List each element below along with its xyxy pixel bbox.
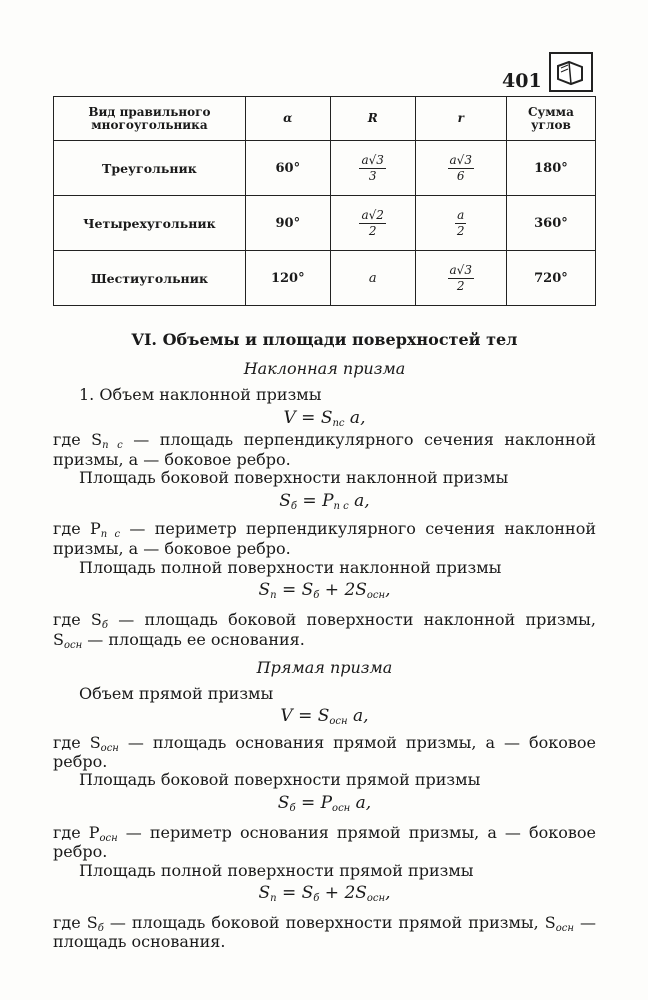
text-sub: б: [97, 923, 104, 934]
formula-part: = S: [276, 883, 314, 903]
text-line: [53, 733, 596, 754]
formula-lateral-right: [53, 793, 596, 814]
formula-sub: п: [270, 590, 277, 601]
text-sub: б: [101, 620, 108, 631]
text-line: [53, 610, 596, 631]
formula-part: a,: [350, 793, 372, 813]
text-part: — площадь основания прямой призмы, a — боковое: [118, 733, 597, 752]
cell-alpha: 60°: [245, 141, 330, 196]
subsection-right-prism: Прямая призма: [256, 658, 393, 677]
cell-sum: 720°: [506, 251, 595, 306]
header-R: R: [330, 97, 415, 141]
text-sub: осн: [555, 923, 574, 934]
formula-part: + 2S: [319, 580, 367, 600]
text-line: [53, 430, 596, 451]
text-line: 1. Объем наклонной призмы: [79, 385, 322, 404]
table-row: [54, 251, 596, 306]
formula-sub: осн: [332, 803, 351, 814]
table-row: [54, 141, 596, 196]
text-sub: п с: [100, 529, 121, 540]
formula-sub: б: [313, 893, 320, 904]
formula-part: ,: [385, 883, 391, 903]
text-part: — площадь боковой поверхности прямой призмы, S: [103, 913, 556, 932]
cell-r: [415, 251, 506, 306]
text-line: площадь основания.: [53, 932, 226, 951]
text-line: [53, 630, 596, 651]
cell-R: [330, 141, 415, 196]
formula-part: a,: [347, 706, 369, 726]
header-r: r: [415, 97, 506, 141]
text-part: где S: [53, 733, 101, 752]
text-line: Площадь полной поверхности наклонной призмы: [79, 558, 502, 577]
cell-name: Шестиугольник: [54, 251, 246, 306]
text-line: Площадь боковой поверхности прямой призмы: [79, 770, 481, 789]
text-part: где P: [53, 823, 100, 842]
formula-part: S: [279, 491, 291, 511]
formula-volume-oblique: [53, 408, 596, 429]
text-part: где S: [53, 610, 102, 629]
text-sub: п с: [102, 440, 123, 451]
text-sub: осн: [100, 743, 119, 754]
book-icon: [549, 52, 593, 92]
text-part: — площадь ее основания.: [82, 630, 305, 649]
formula-sub: осн: [366, 893, 386, 904]
text-line: [53, 519, 596, 540]
cell-r: [415, 141, 506, 196]
formula-part: S: [258, 580, 271, 600]
formula-sub: п с: [333, 501, 349, 512]
text-line: Объем прямой призмы: [79, 684, 274, 703]
cell-alpha: 120°: [245, 251, 330, 306]
formula-sub: б: [290, 501, 298, 512]
text-part: — периметр основания прямой призмы, a — боковое: [117, 823, 596, 842]
formula-part: V = S: [280, 706, 330, 726]
text-sub: осн: [99, 833, 118, 844]
formula-sub: осн: [366, 590, 386, 601]
formula-sub: осн: [329, 716, 348, 727]
cell-sum: 360°: [506, 196, 595, 251]
cell-alpha: 90°: [245, 196, 330, 251]
text-sub: осн: [63, 640, 83, 651]
header-alpha: α: [245, 97, 330, 141]
frac-den: 6: [456, 168, 465, 183]
cell-sum: 180°: [506, 141, 595, 196]
frac-num: a√3: [361, 152, 384, 167]
formula-part: = P: [295, 793, 333, 813]
text-part: —: [573, 913, 596, 932]
cell-r: [415, 196, 506, 251]
frac-den: 3: [368, 168, 377, 183]
formula-total-right: [53, 883, 596, 904]
text-line: [53, 823, 596, 844]
text-part: где P: [53, 519, 101, 538]
cell-name: Четырехугольник: [54, 196, 246, 251]
frac-den: 2: [368, 223, 377, 238]
table-header-row: [54, 97, 596, 141]
formula-total-oblique: [53, 580, 596, 601]
formula-part: = S: [276, 580, 314, 600]
header-angle-sum: Сумма углов: [506, 97, 595, 141]
subsection-oblique-prism: Наклонная призма: [243, 359, 406, 378]
frac-den: 2: [456, 223, 465, 238]
frac-num: a√3: [449, 262, 472, 277]
frac-num: a: [457, 207, 465, 222]
text-line: призмы, a — боковое ребро.: [53, 450, 291, 469]
cell-R: a: [330, 251, 415, 306]
frac-num: a√3: [449, 152, 472, 167]
formula-part: a,: [348, 491, 370, 511]
text-line: Площадь боковой поверхности наклонной призмы: [79, 468, 509, 487]
text-line: Площадь полной поверхности прямой призмы: [79, 861, 474, 880]
formula-sub: пс: [332, 418, 345, 429]
formula-sub: б: [289, 803, 296, 814]
cell-R: [330, 196, 415, 251]
formula-part: V = S: [283, 408, 333, 428]
text-part: — площадь боковой поверхности наклонной призмы,: [108, 610, 596, 629]
section-title: VI. Объемы и площади поверхностей тел: [131, 330, 518, 349]
text-line: [53, 913, 596, 934]
header-polygon-type: Вид правильного многоугольника: [54, 97, 246, 141]
formula-volume-right: [53, 706, 596, 727]
text-part: где S: [53, 430, 103, 449]
formula-sub: б: [313, 590, 320, 601]
table-row: [54, 196, 596, 251]
text-line: ребро.: [53, 752, 108, 771]
text-part: где S: [53, 913, 98, 932]
formula-part: = P: [297, 491, 334, 511]
formula-part: S: [258, 883, 271, 903]
formula-part: S: [277, 793, 290, 813]
frac-num: a√2: [361, 207, 384, 222]
polygon-table: [53, 96, 596, 306]
formula-part: ,: [385, 580, 391, 600]
formula-sub: п: [270, 893, 277, 904]
text-part: — периметр перпендикулярного сечения наклонной: [120, 519, 596, 538]
formula-part: + 2S: [319, 883, 367, 903]
page-number: 401: [502, 70, 542, 92]
text-part: — площадь перпендикулярного сечения наклонной: [122, 430, 596, 449]
formula-part: a,: [344, 408, 366, 428]
formula-lateral-oblique: [53, 491, 596, 512]
frac-den: 2: [456, 278, 465, 293]
text-line: ребро.: [53, 842, 108, 861]
cell-name: Треугольник: [54, 141, 246, 196]
text-part: S: [53, 630, 64, 649]
text-line: призмы, a — боковое ребро.: [53, 539, 291, 558]
